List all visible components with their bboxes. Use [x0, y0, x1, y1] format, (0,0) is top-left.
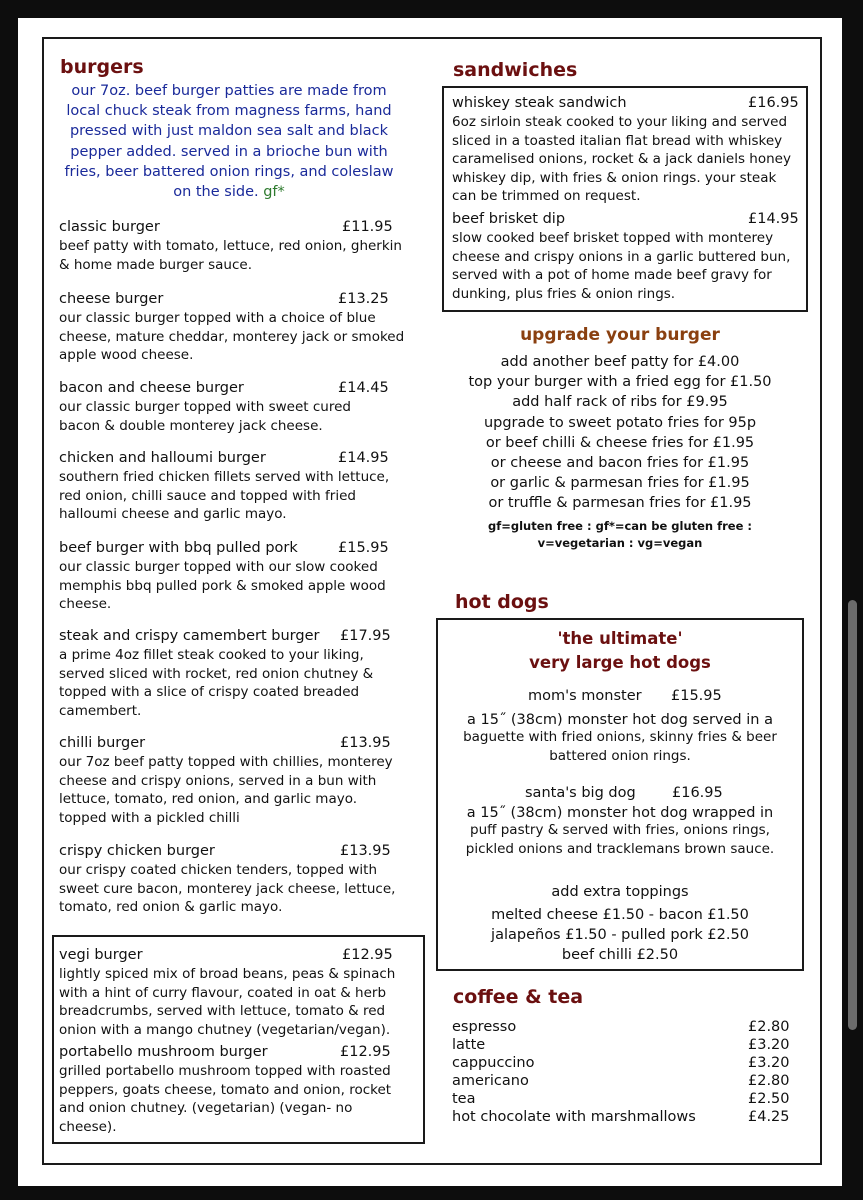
menu-item-santas-big-dog [436, 785, 804, 858]
coffee-item-name: tea [452, 1091, 476, 1107]
menu-item-steak-camembert-burger [59, 627, 391, 720]
upgrade-line: add half rack of ribs for £9.95 [512, 394, 728, 411]
upgrade-line: or truffle & parmesan fries for £1.95 [488, 495, 752, 512]
menu-item-vegi-burger [59, 946, 409, 1039]
item-price: £15.95 [338, 540, 389, 556]
coffee-item [452, 1018, 792, 1036]
item-name: classic burger [59, 219, 160, 235]
item-description-line: a 15˝ (38cm) monster hot dog wrapped in [466, 805, 774, 821]
hotdog-extras [436, 882, 804, 965]
item-name: cheese burger [59, 291, 164, 307]
item-description-line: a 15˝ (38cm) monster hot dog served in a [467, 712, 773, 728]
coffee-item-name: hot chocolate with marshmallows [452, 1109, 696, 1125]
item-description: our 7oz beef patty topped with chillies, monterey cheese and crispy onions, served in a bun with lettuce, tomato, red onion, and garlic mayo. topped with a pickled chilli [59, 754, 393, 826]
item-description: southern fried chicken fillets served with lettuce, red onion, chilli sauce and topped with fried halloumi cheese and garlic mayo. [59, 469, 390, 522]
item-name: chicken and halloumi burger [59, 450, 266, 466]
item-name: portabello mushroom burger [59, 1044, 268, 1060]
item-name: beef brisket dip [452, 211, 566, 227]
dietary-legend-line: v=vegetarian : vg=vegan [537, 536, 703, 550]
menu-item-chicken-halloumi-burger [59, 449, 409, 524]
item-description: 6oz sirloin steak cooked to your liking and served sliced in a toasted italian flat bread with whiskey caramelised onions, rocket & a jack daniels honey whiskey dip, with fries & onion rings. your steak can be trimmed on request. [452, 114, 791, 204]
item-price: £13.95 [340, 843, 391, 859]
menu-item-crispy-chicken-burger [59, 842, 403, 917]
upgrade-title: upgrade your burger [520, 325, 720, 345]
coffee-item-name: espresso [452, 1019, 517, 1035]
hotdog-extra-line: beef chilli £2.50 [561, 947, 679, 963]
item-name: bacon and cheese burger [59, 380, 244, 396]
menu-item-classic-burger [59, 218, 415, 274]
hotdog-extra-line: jalapeños £1.50 - pulled pork £2.50 [491, 927, 749, 943]
menu-item-whiskey-steak-sandwich [452, 94, 802, 206]
burgers-intro-text: our 7oz. beef burger patties are made from local chuck steak from magness farms, hand pressed with just maldon sea salt and black pepper added. served in a brioche bun with fries, beer battered onion rings, and coleslaw on the side. [64, 83, 394, 201]
item-name: santa's big dog [525, 785, 636, 801]
scrollbar[interactable] [848, 600, 857, 1030]
hotdogs-subtitle [436, 627, 804, 675]
dietary-legend-line: gf=gluten free : gf*=can be gluten free : [487, 519, 752, 533]
coffee-item [452, 1072, 792, 1090]
sandwiches-title: sandwiches [453, 59, 578, 81]
item-description: our classic burger topped with our slow cooked memphis bbq pulled pork & smoked apple wood cheese. [59, 559, 386, 612]
item-price: £14.95 [338, 450, 389, 466]
menu-item-cheese-burger [59, 290, 415, 365]
item-name: beef burger with bbq pulled pork [59, 540, 298, 556]
item-price: £16.95 [672, 785, 723, 801]
coffee-item-price: £2.50 [748, 1091, 790, 1107]
item-name: mom's monster [528, 688, 642, 704]
item-description: our classic burger topped with a choice of blue cheese, mature cheddar, monterey jack or smoked apple wood cheese. [59, 310, 405, 363]
coffee-item [452, 1090, 792, 1108]
upgrade-list [430, 352, 810, 514]
menu-item-moms-monster [436, 688, 804, 765]
menu-item-bbq-pulled-pork-burger [59, 539, 399, 614]
upgrade-line: top your burger with a fried egg for £1.50 [468, 374, 772, 391]
dietary-legend [430, 518, 810, 552]
item-description: our crispy coated chicken tenders, topped with sweet cure bacon, monterey jack cheese, lettuce, tomato, red onion & garlic mayo. [59, 862, 396, 915]
item-price: £17.95 [340, 628, 391, 644]
coffee-item-name: cappuccino [452, 1055, 535, 1071]
coffee-item-price: £4.25 [748, 1109, 790, 1125]
coffee-item-price: £3.20 [748, 1037, 790, 1053]
item-price: £12.95 [342, 947, 393, 963]
item-name: crispy chicken burger [59, 843, 215, 859]
burgers-title: burgers [60, 56, 144, 78]
hotdogs-title: hot dogs [455, 591, 549, 613]
coffee-item [452, 1108, 792, 1126]
item-price: £16.95 [748, 95, 799, 111]
hotdogs-subtitle-line: 'the ultimate' [557, 629, 683, 648]
coffee-item-price: £3.20 [748, 1055, 790, 1071]
coffee-title: coffee & tea [453, 986, 584, 1008]
item-price: £12.95 [340, 1044, 391, 1060]
upgrade-line: or beef chilli & cheese fries for £1.95 [485, 434, 755, 451]
coffee-item [452, 1054, 792, 1072]
item-description: puff pastry & served with fries, onions rings, pickled onions and tracklemans brown sauce. [465, 822, 775, 857]
item-name: whiskey steak sandwich [452, 95, 627, 111]
item-price: £14.95 [748, 211, 799, 227]
item-name: steak and crispy camembert burger [59, 628, 320, 644]
menu-item-beef-brisket-dip [452, 210, 802, 303]
coffee-item-name: americano [452, 1073, 529, 1089]
item-description: beef patty with tomato, lettuce, red onion, gherkin & home made burger sauce. [59, 238, 402, 273]
menu-page [18, 18, 842, 1186]
item-price: £13.25 [338, 291, 389, 307]
item-price: £14.45 [338, 380, 389, 396]
coffee-item-price: £2.80 [748, 1073, 790, 1089]
item-price: £15.95 [671, 688, 722, 704]
coffee-item-price: £2.80 [748, 1019, 790, 1035]
burgers-intro [56, 81, 402, 202]
item-price: £13.95 [340, 735, 391, 751]
coffee-item-name: latte [452, 1037, 486, 1053]
coffee-list [452, 1018, 792, 1126]
item-description: grilled portabello mushroom topped with roasted peppers, goats cheese, tomato and onion, rocket and onion chutney. (vegetarian) (vegan- no cheese). [59, 1063, 392, 1135]
item-description: our classic burger topped with sweet cured bacon & double monterey jack cheese. [59, 399, 351, 434]
menu-item-portabello-burger [59, 1043, 409, 1136]
item-description: slow cooked beef brisket topped with monterey cheese and crispy onions in a garlic buttered bun, served with a pot of home made beef gravy for dunking, plus fries & onion rings. [452, 230, 791, 302]
upgrade-line: add another beef patty for £4.00 [500, 354, 740, 370]
burgers-intro-gf: gf* [263, 184, 285, 201]
upgrade-line: or cheese and bacon fries for £1.95 [490, 455, 750, 472]
coffee-item [452, 1036, 792, 1054]
menu-item-chilli-burger [59, 734, 399, 827]
item-description: baguette with fried onions, skinny fries & beer battered onion rings. [463, 729, 777, 764]
hotdogs-subtitle-line: very large hot dogs [529, 653, 711, 672]
hotdog-extras-title: add extra toppings [551, 884, 689, 900]
item-name: vegi burger [59, 947, 143, 963]
upgrade-line: or garlic & parmesan fries for £1.95 [490, 475, 750, 492]
item-price: £11.95 [342, 219, 393, 235]
item-name: chilli burger [59, 735, 146, 751]
hotdog-extra-line: melted cheese £1.50 - bacon £1.50 [491, 907, 749, 923]
item-description: a prime 4oz fillet steak cooked to your liking, served sliced with rocket, red onion chutney & topped with a slice of crispy coated breaded camembert. [59, 647, 374, 719]
menu-item-bacon-cheese-burger [59, 379, 389, 435]
upgrade-line: upgrade to sweet potato fries for 95p [483, 414, 757, 431]
item-description: lightly spiced mix of broad beans, peas & spinach with a hint of curry flavour, coated in oat & herb breadcrumbs, served with lettuce, tomato & red onion with a mango chutney (vegetarian/vegan). [59, 966, 396, 1038]
